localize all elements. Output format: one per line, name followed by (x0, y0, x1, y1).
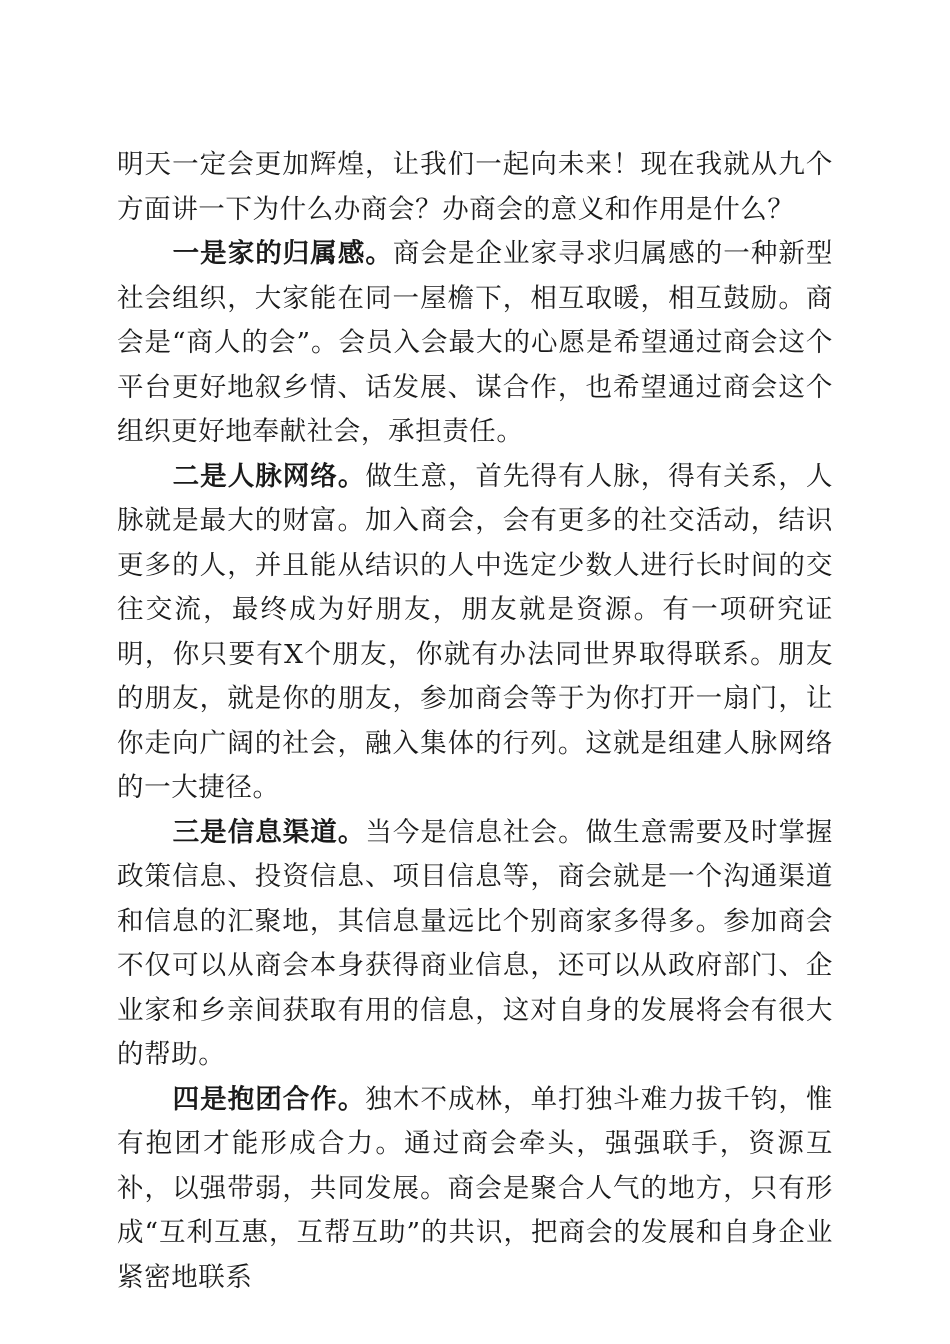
section-paragraph-1 (117, 232, 833, 455)
section-3-body: 当今是信息社会。做生意需要及时掌握政策信息、投资信息、项目信息等，商会就是一个沟通渠道和信息的汇聚地，其信息量远比个别商家多得多。参加商会不仅可以从商会本身获得商业信息，还可以从政府部门、企业家和乡亲间获取有用的信息，这对自身的发展将会有很大的帮助。 (117, 816, 833, 1070)
section-paragraph-4 (117, 1078, 833, 1301)
intro-paragraph: 明天一定会更加辉煌，让我们一起向未来！现在我就从九个方面讲一下为什么办商会？办商会的意义和作用是什么？ (117, 149, 833, 225)
section-1-heading: 一是家的归属感。 (172, 238, 393, 269)
section-4-body: 独木不成林，单打独斗难力拔千钧，惟有抱团才能形成合力。通过商会牵头，强强联手，资源互补，以强带弱，共同发展。商会是聚合人气的地方，只有形成“互利互惠，互帮互助”的共识，把商会的发展和自身企业紧密地联系 (117, 1083, 833, 1293)
section-3-heading: 三是信息渠道。 (172, 816, 366, 848)
document-page (117, 143, 833, 1300)
section-paragraph-3 (117, 811, 833, 1078)
section-2-body: 做生意，首先得有人脉，得有关系，人脉就是最大的财富。加入商会，会有更多的社交活动，结识更多的人，并且能从结识的人中选定少数人进行长时间的交往交流，最终成为好朋友，朋友就是资源。有一项研究证明，你只要有X个朋友，你就有办法同世界取得联系。朋友的朋友，就是你的朋友，参加商会等于为你打开一扇门，让你走向广阔的社会，融入集体的行列。这就是组建人脉网络的一大捷径。 (117, 460, 833, 803)
section-2-heading: 二是人脉网络。 (172, 460, 366, 492)
section-1-body: 商会是企业家寻求归属感的一种新型社会组织，大家能在同一屋檐下，相互取暖，相互鼓励。商会是“商人的会”。会员入会最大的心愿是希望通过商会这个平台更好地叙乡情、话发展、谋合作，也希望通过商会这个组织更好地奉献社会，承担责任。 (117, 238, 833, 447)
section-paragraph-2 (117, 455, 833, 811)
section-4-heading: 四是抱团合作。 (172, 1083, 366, 1115)
